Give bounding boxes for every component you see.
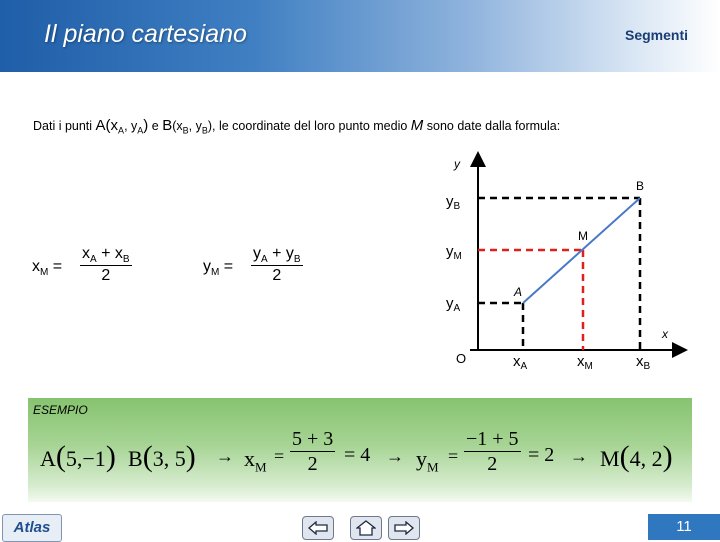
ex-eq4: = 2 (528, 444, 555, 466)
intro-a-comma: , y (124, 119, 138, 133)
forward-arrow-icon (394, 521, 414, 535)
ya-sub: A (453, 303, 461, 314)
point-a-label: A (514, 285, 523, 299)
x-axis-label: x (662, 327, 668, 341)
ym-var: y (446, 243, 454, 260)
ya-label (446, 295, 461, 314)
intro-a-close: ) (143, 117, 149, 134)
example-x-fraction (290, 428, 335, 476)
ya-var: y (446, 295, 454, 312)
ym-label (446, 243, 462, 262)
ym-lhs-var: y (203, 258, 211, 275)
back-arrow-icon (308, 521, 328, 535)
ex-b-name: B (128, 446, 143, 471)
home-button[interactable] (350, 516, 382, 540)
xm-plus: + (96, 245, 115, 262)
ex-a-y: −1 (82, 446, 106, 471)
intro-b-open: (x (172, 119, 183, 133)
example-point-m: M(4, 2) (600, 440, 673, 473)
home-icon (356, 520, 376, 536)
xb-sub: B (643, 361, 651, 372)
yb-var: y (446, 193, 454, 210)
ex-eq1: = (274, 446, 285, 466)
arrow-1: → (216, 446, 234, 466)
xm-lhs-sub: M (40, 267, 49, 279)
intro-point-m: M (410, 117, 424, 134)
ym-denominator: 2 (272, 267, 282, 285)
example-xm-lhs (244, 446, 267, 475)
ex-ym-var: y (416, 446, 427, 471)
ex-a-x: 5, (65, 446, 83, 471)
ym-sub: M (453, 251, 462, 262)
ex-eq2: = 4 (344, 444, 371, 466)
xm-denominator: 2 (101, 267, 111, 285)
ym-num-b-sub: B (293, 254, 301, 266)
xm-num-b: x (114, 245, 123, 262)
intro-b-sub-x: B (182, 125, 189, 136)
ex-ym-sub: M (427, 459, 439, 475)
intro-part1: Dati i punti (33, 119, 96, 133)
ex-b-y: 5 (174, 446, 186, 471)
ex-m-name: M (600, 446, 620, 471)
intro-point-b: B (162, 117, 173, 134)
ex-eq3: = (448, 446, 459, 466)
point-m-label: M (578, 229, 588, 243)
intro-b-close: ) (207, 119, 213, 133)
ym-num-a: y (253, 245, 261, 262)
ex-a-name: A (40, 446, 56, 471)
example-ym-lhs (416, 446, 439, 475)
ym-lhs-sub: M (211, 267, 220, 279)
ex-xm-var: x (244, 446, 255, 471)
xa-var: x (513, 353, 521, 370)
xm-label (577, 353, 593, 372)
intro-b-comma: , y (188, 119, 202, 133)
xm-sub: M (584, 361, 593, 372)
ex-xm-sub: M (255, 459, 267, 475)
ex-b-x: 3, (152, 446, 170, 471)
example-point-b: B(3, 5) (128, 440, 196, 473)
ex-x-denominator: 2 (307, 453, 318, 475)
ex-x-numerator: 5 + 3 (292, 428, 334, 450)
example-label: ESEMPIO (33, 403, 88, 417)
ym-plus: + (267, 245, 286, 262)
intro-part2: , le coordinate del loro punto medio (212, 119, 411, 133)
ym-num-a-sub: A (261, 254, 268, 266)
ex-m-x: 4, (629, 446, 647, 471)
xm-lhs-var: x (32, 258, 40, 275)
xm-num-b-sub: B (122, 254, 130, 266)
xb-label (636, 353, 651, 372)
xa-sub: A (520, 361, 528, 372)
intro-b-sub-y: B (201, 125, 208, 136)
xm-eq: = (48, 258, 63, 275)
ym-num-b: y (285, 245, 294, 262)
example-point-a: A(5,−1) (40, 440, 116, 473)
ex-y-numerator: −1 + 5 (466, 428, 519, 450)
intro-conj: e (148, 119, 163, 133)
intro-a-sub-y: A (137, 125, 144, 136)
page-title: Il piano cartesiano (44, 20, 247, 48)
page-number: 11 (648, 514, 720, 540)
forward-button[interactable] (388, 516, 420, 540)
intro-a-sub-x: A (118, 125, 125, 136)
intro-part3: sono date dalla formula: (423, 119, 561, 133)
ym-eq: = (219, 258, 234, 275)
intro-point-a: A (95, 117, 106, 134)
yb-sub: B (453, 201, 461, 212)
back-button[interactable] (302, 516, 334, 540)
xb-var: x (636, 353, 644, 370)
atlas-logo: Atlas (2, 514, 62, 542)
xa-label (513, 353, 528, 372)
y-axis-label: y (454, 157, 460, 171)
example-y-fraction (464, 428, 521, 476)
xm-num-a-sub: A (90, 254, 97, 266)
xm-var: x (577, 353, 585, 370)
arrow-2: → (386, 446, 404, 466)
ex-y-denominator: 2 (487, 453, 498, 475)
section-label: Segmenti (624, 27, 688, 43)
arrow-3: → (570, 446, 588, 466)
origin-label: O (456, 351, 467, 366)
ex-m-y: 2 (651, 446, 663, 471)
yb-label (446, 193, 461, 212)
xm-num-a: x (82, 245, 90, 262)
point-b-label: B (636, 179, 645, 193)
intro-a-open: (x (105, 117, 119, 134)
